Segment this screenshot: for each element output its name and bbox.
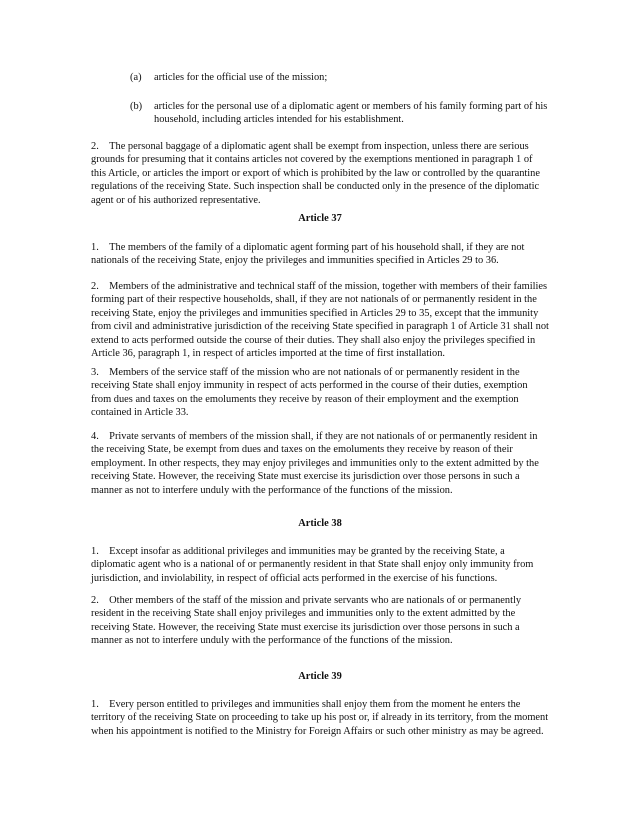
list-item-b xyxy=(130,100,550,127)
article-36-paragraph-2: 2. The personal baggage of a diplomatic agent shall be exempt from inspection, unless there are serious grounds for presuming that it contains articles not covered by the exemptions mentioned in paragraph 1 of this Article, or articles the import or export of which is prohibited by the law or controlled by the quarantine regulations of the receiving State. Such inspection shall be conducted only in the presence of the diplomatic agent or of his authorized representative. xyxy=(91,141,540,206)
article-39-paragraph-1: 1. Every person entitled to privileges and immunities shall enjoy them from the moment he enters the territory of the receiving State on proceeding to take up his post or, if already in its territory, from the moment when his appointment is notified to the Ministry for Foreign Affairs or such other ministry as may be agreed. xyxy=(91,699,549,737)
article-38-heading: Article 38 xyxy=(298,518,342,529)
article-37-paragraph-4: 4. Private servants of members of the mission shall, if they are not nationals of or permanently resident in the receiving State, be exempt from dues and taxes on the emoluments they receive by reason of their employment. In other respects, they may enjoy privileges and immunities only to the extent admitted by the receiving State. However, the receiving State must exercise its jurisdiction over those persons in such a manner as not to interfere unduly with the performance of the functions of the mission. xyxy=(91,431,539,496)
article-38-paragraph-2: 2. Other members of the staff of the mission and private servants who are nationals of or permanently resident in the receiving State shall enjoy privileges and immunities only to the extent admitted by the receiving State. However, the receiving State must exercise its jurisdiction over those persons in such a manner as not to interfere unduly with the performance of the functions of the mission. xyxy=(91,595,522,647)
article-39-heading: Article 39 xyxy=(298,671,342,682)
article-37-paragraph-1: 1. The members of the family of a diplomatic agent forming part of his household shall, if they are not nationals of the receiving State, enjoy the privileges and immunities specified in Articles 29 to 36. xyxy=(91,242,525,267)
list-item-text: articles for the personal use of a diplomatic agent or members of his family forming part of his household, including articles intended for his establishment. xyxy=(154,101,548,126)
list-item-text: articles for the official use of the mission; xyxy=(154,72,328,83)
article-37-heading: Article 37 xyxy=(298,213,342,224)
article-38-paragraph-1: 1. Except insofar as additional privileges and immunities may be granted by the receiving State, a diplomatic agent who is a national of or permanently resident in that State shall enjoy only immunity from jurisdiction, and inviolability, in respect of official acts performed in the exercise of his functions. xyxy=(91,546,534,584)
article-37-paragraph-2: 2. Members of the administrative and technical staff of the mission, together with members of their families forming part of their respective households, shall, if they are not nationals of or permanently resident in the receiving State, enjoy the privileges and immunities specified in Articles 29 to 35, except that the immunity from civil and administrative jurisdiction of the receiving State specified in paragraph 1 of Article 31 shall not extend to acts performed outside the course of their duties. They shall also enjoy the privileges specified in Article 36, paragraph 1, in respect of articles imported at the time of first installation. xyxy=(91,281,549,360)
article-37-paragraph-3: 3. Members of the service staff of the mission who are not nationals of or permanently resident in the receiving State shall enjoy immunity in respect of acts performed in the course of their duties, exemption from dues and taxes on the emoluments they receive by reason of their employment and the exemption contained in Article 33. xyxy=(91,367,528,419)
list-item-label: (b) xyxy=(130,101,143,112)
list-item-a xyxy=(130,71,550,84)
list-item-label: (a) xyxy=(130,72,142,83)
